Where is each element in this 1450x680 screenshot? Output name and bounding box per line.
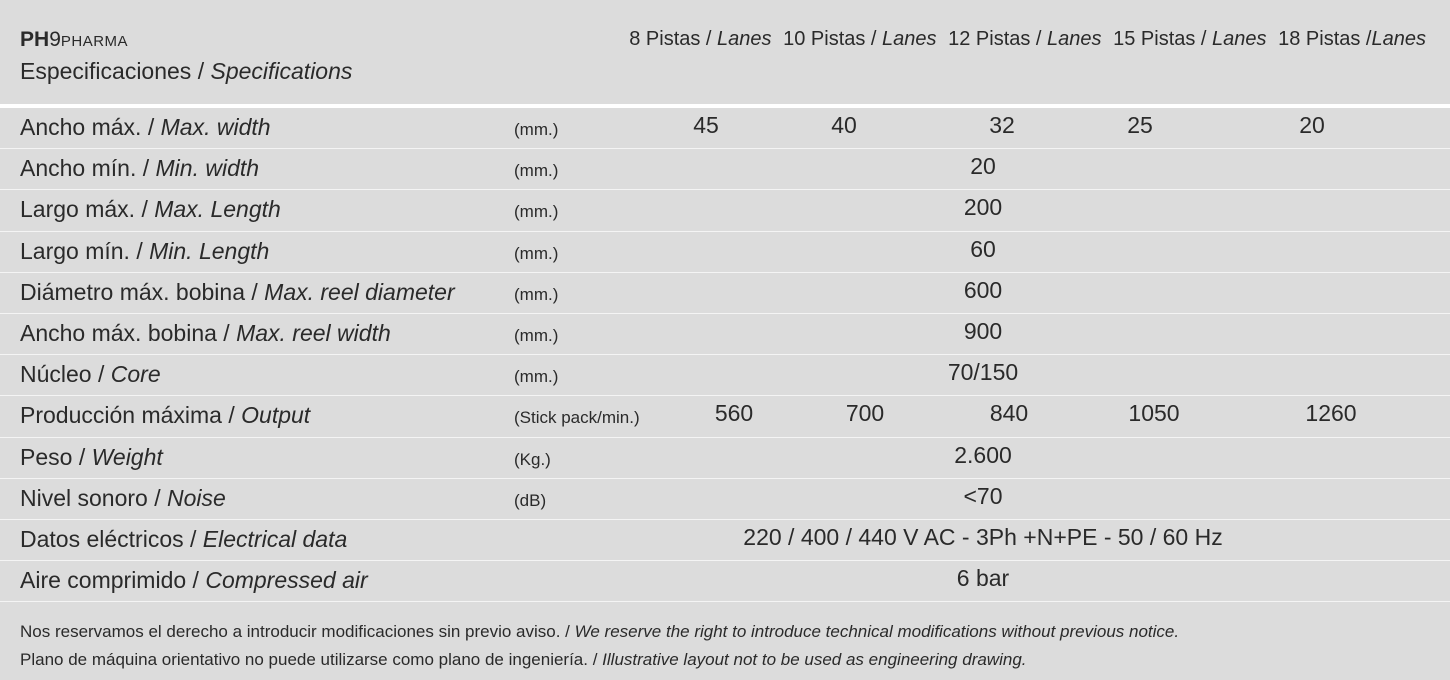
spec-label: Datos eléctricos / Electrical data — [20, 525, 348, 552]
spec-value: <70 — [963, 482, 1003, 509]
spec-row-reel-width — [0, 314, 1450, 355]
spec-value-lane-10: 700 — [845, 400, 885, 427]
lane-12: 12 Pistas / Lanes — [948, 28, 1102, 50]
spec-label: Ancho máx. bobina / Max. reel width — [20, 319, 391, 346]
spec-value-lane-8: 560 — [714, 400, 754, 427]
spec-row-electrical — [0, 520, 1450, 561]
spec-label: Largo máx. / Max. Length — [20, 196, 281, 223]
spec-label: Peso / Weight — [20, 443, 163, 470]
spec-value: 6 bar — [956, 565, 1010, 592]
lane-15: 15 Pistas / Lanes — [1113, 28, 1267, 50]
lane-18: 18 Pistas /Lanes — [1278, 28, 1426, 50]
spec-row-core — [0, 355, 1450, 396]
spec-label: Ancho máx. / Max. width — [20, 114, 271, 140]
lane-10: 10 Pistas / Lanes — [783, 28, 937, 50]
spec-value-lane-12: 840 — [989, 400, 1029, 427]
spec-value-lane-18: 1260 — [1305, 400, 1357, 427]
spec-unit: (Kg.) — [514, 449, 551, 469]
spec-unit: (mm.) — [514, 325, 559, 345]
spec-label: Nivel sonoro / Noise — [20, 484, 226, 511]
spec-row-reel-diameter — [0, 273, 1450, 314]
spec-value-lane-12: 32 — [989, 112, 1015, 138]
spec-value-lane-18: 20 — [1299, 112, 1325, 138]
spec-value: 20 — [970, 153, 996, 180]
spec-unit: (mm.) — [514, 161, 559, 181]
spec-label: Núcleo / Core — [20, 361, 161, 388]
spec-value: 220 / 400 / 440 V AC - 3Ph +N+PE - 50 / 60 Hz — [743, 523, 1223, 550]
spec-value: 600 — [963, 276, 1003, 303]
spec-row-min-length — [0, 232, 1450, 273]
spec-unit: (mm.) — [514, 367, 559, 387]
spec-unit: (mm.) — [514, 202, 559, 222]
lane-8: 8 Pistas / Lanes — [629, 28, 772, 50]
spec-row-max-length — [0, 190, 1450, 231]
spec-value: 200 — [963, 194, 1003, 221]
spec-value: 70/150 — [947, 359, 1019, 386]
footer-notes — [20, 618, 1179, 674]
lanes-header — [629, 28, 1426, 51]
spec-row-compressed-air — [0, 561, 1450, 602]
spec-title: Especificaciones / Specifications — [20, 58, 353, 84]
spec-unit: (mm.) — [514, 243, 559, 263]
spec-row-max-width — [0, 108, 1450, 149]
spec-value-lane-10: 40 — [831, 112, 857, 138]
footer-note-modifications: Nos reservamos el derecho a introducir modificaciones sin previo aviso. / We reserve the right to introduce technical modifications without previous notice. — [20, 622, 1180, 641]
footer-note-layout: Plano de máquina orientativo no puede utilizarse como plano de ingeniería. / Illustrative layout not to be used as engineering drawing. — [20, 650, 1027, 669]
spec-value-lane-15: 1050 — [1128, 400, 1180, 427]
spec-label: Producción máxima / Output — [20, 402, 311, 429]
spec-row-weight — [0, 438, 1450, 479]
spec-unit: (mm.) — [514, 284, 559, 304]
spec-label: Diámetro máx. bobina / Max. reel diameter — [20, 278, 455, 305]
spec-unit: (dB) — [514, 490, 547, 510]
spec-unit: (mm.) — [514, 120, 559, 139]
spec-value-lane-15: 25 — [1127, 112, 1153, 138]
spec-unit: (Stick pack/min.) — [514, 408, 640, 428]
spec-value: 2.600 — [954, 441, 1012, 468]
spec-row-output — [0, 396, 1450, 437]
spec-label: Ancho mín. / Min. width — [20, 155, 260, 182]
spec-value: 60 — [970, 235, 996, 262]
spec-label: Largo mín. / Min. Length — [20, 237, 270, 264]
spec-value: 900 — [963, 317, 1003, 344]
spec-table — [0, 108, 1450, 602]
spec-value-lane-8: 45 — [693, 112, 719, 138]
spec-row-noise — [0, 479, 1450, 520]
spec-label: Aire comprimido / Compressed air — [20, 567, 368, 594]
spec-row-min-width — [0, 149, 1450, 190]
brand-logo: PH9PHARMA — [20, 28, 129, 51]
spec-header — [0, 0, 1450, 104]
